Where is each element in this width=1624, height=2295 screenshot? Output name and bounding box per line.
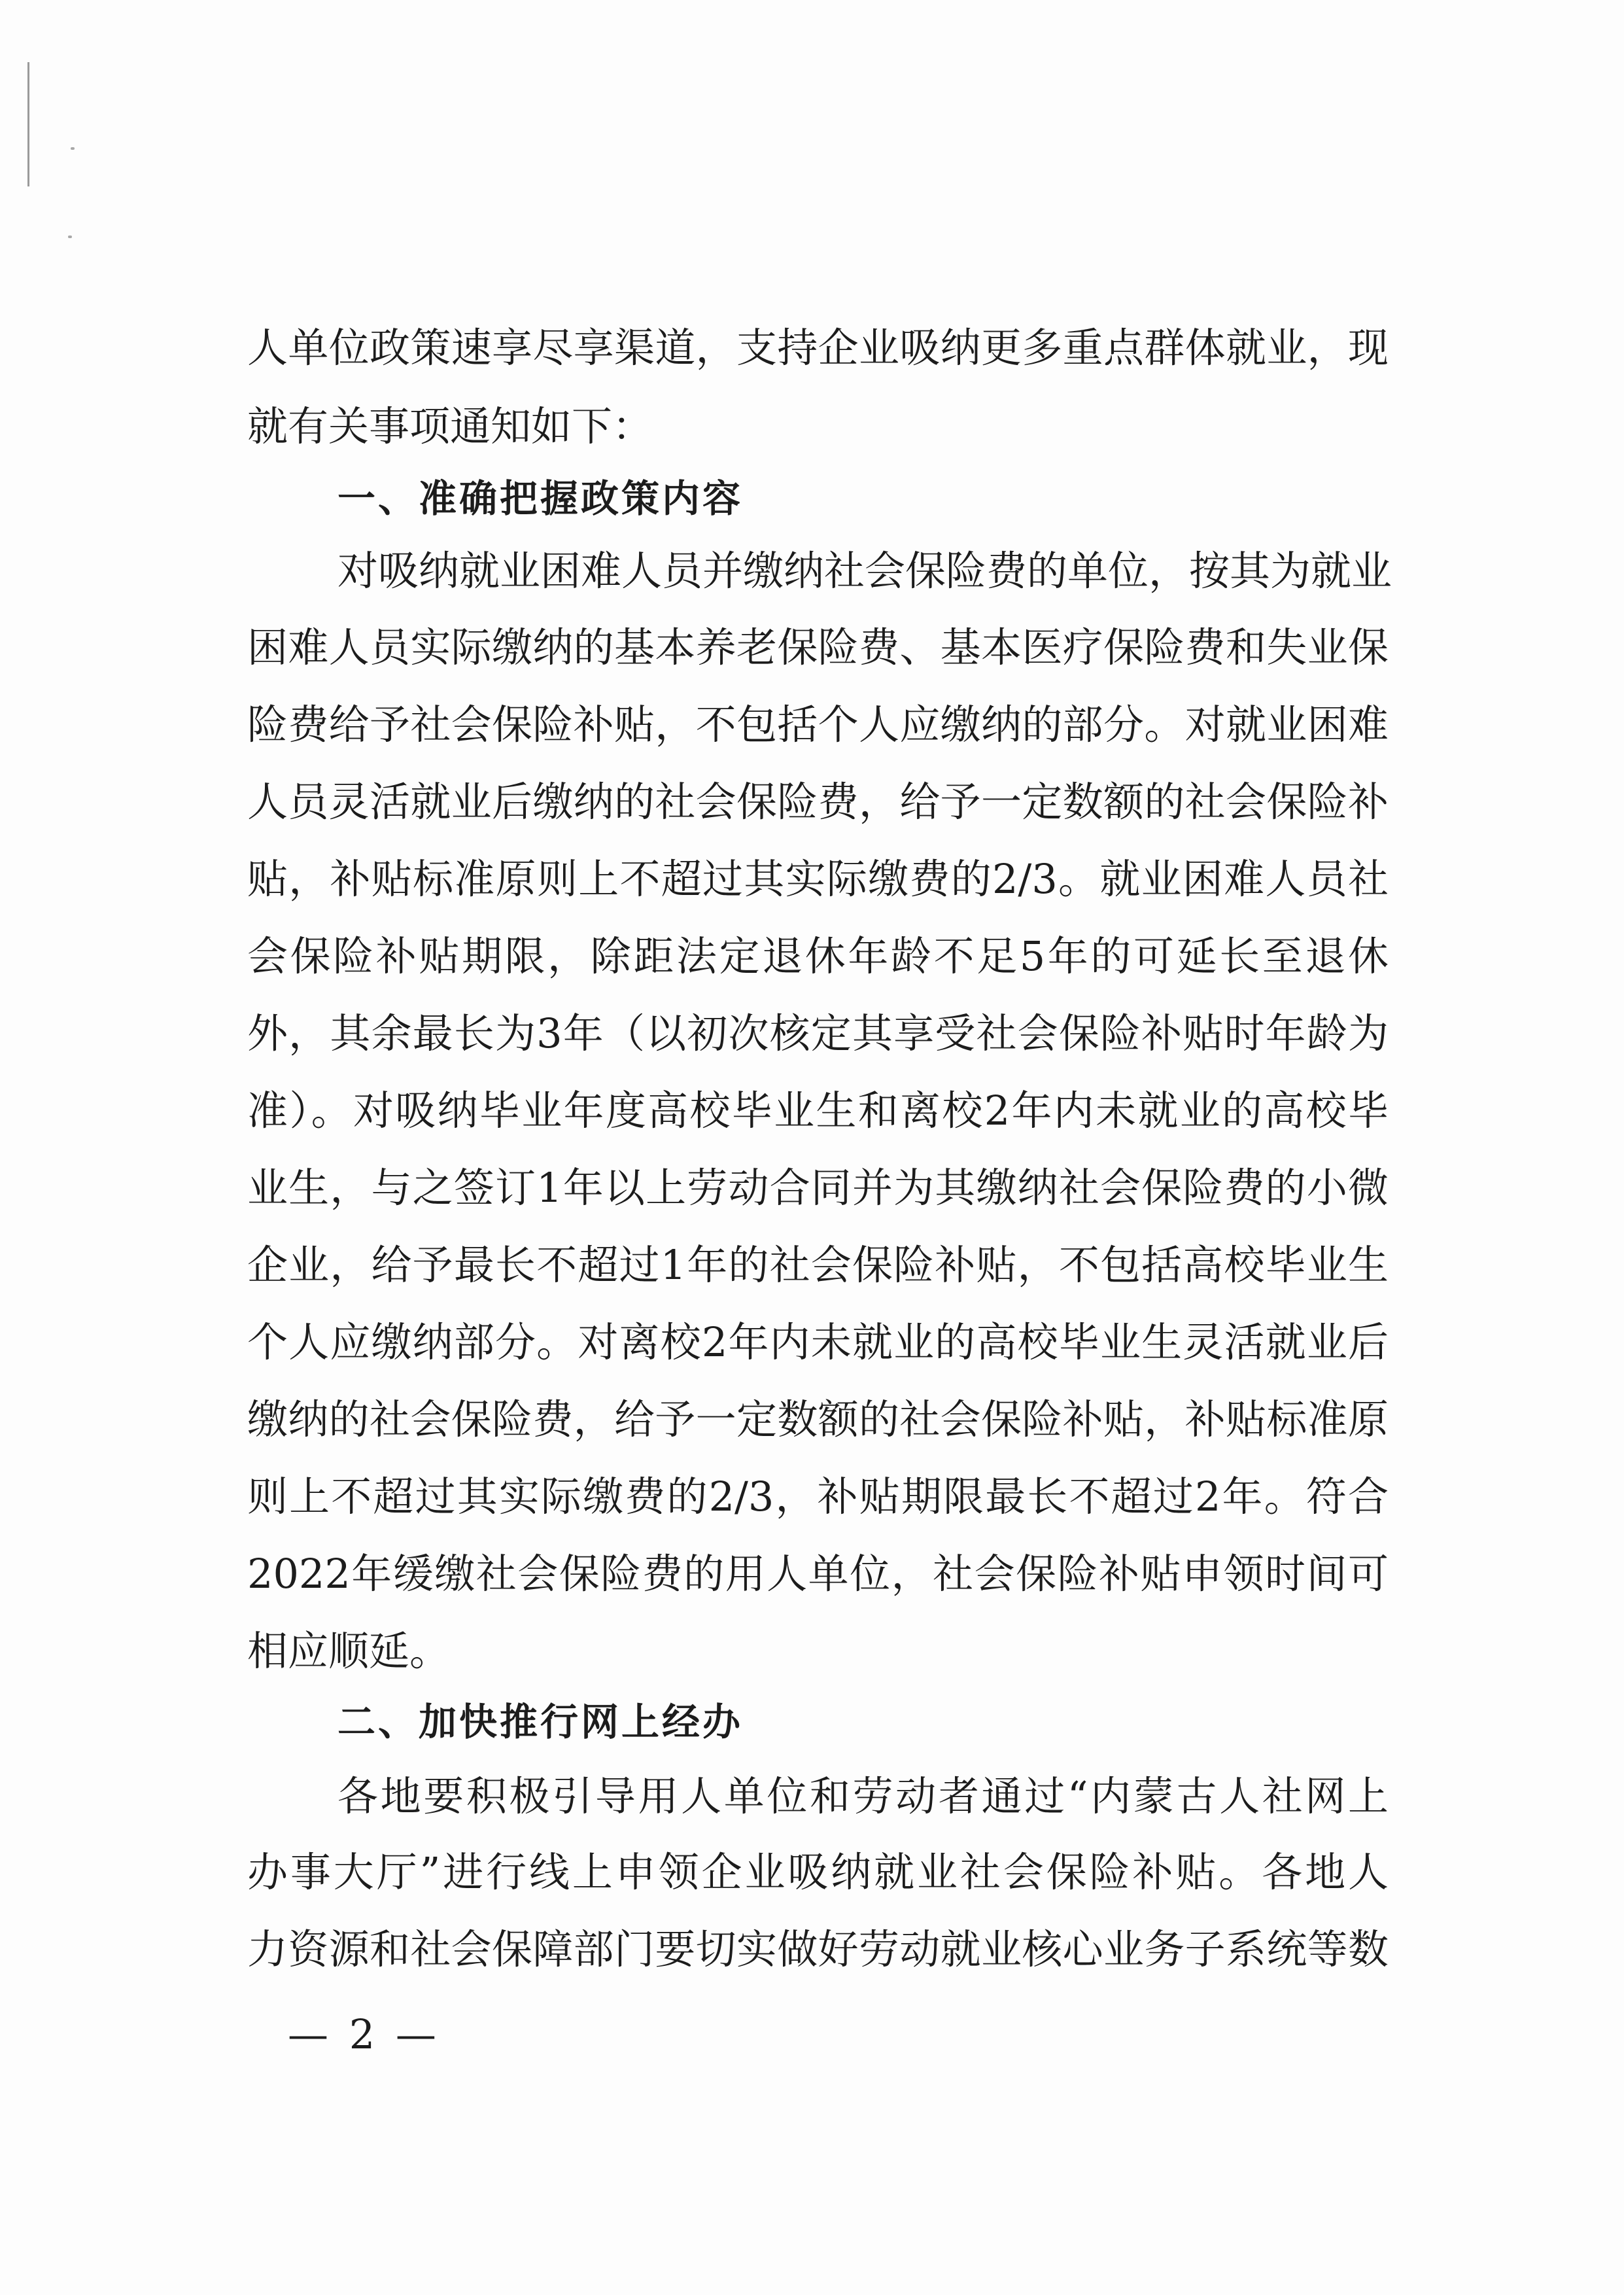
body-text-line: 个人应缴纳部分。对离校2年内未就业的高校毕业生灵活就业后 [247, 1318, 1389, 1366]
section-heading-2: 二、加快推行网上经办 [337, 1700, 744, 1744]
body-text-line: 相应顺延。 [247, 1627, 451, 1675]
scan-edge-line [27, 62, 29, 186]
body-text-line: 业生，与之签订1年以上劳动合同并为其缴纳社会保险费的小微 [247, 1164, 1389, 1212]
body-text-line: 则上不超过其实际缴费的2/3，补贴期限最长不超过2年。符合 [247, 1473, 1389, 1520]
body-text-line: 外，其余最长为3年（以初次核定其享受社会保险补贴时年龄为 [247, 1009, 1389, 1057]
body-text-line: 对吸纳就业困难人员并缴纳社会保险费的单位，按其为就业 [337, 547, 1392, 595]
body-text-line: 办事大厅”进行线上申领企业吸纳就业社会保险补贴。各地人 [247, 1848, 1389, 1896]
body-text-line: 准）。对吸纳毕业年度高校毕业生和离校2年内未就业的高校毕 [247, 1087, 1389, 1134]
body-text-line: 就有关事项通知如下： [247, 402, 653, 450]
section-heading-1: 一、准确把握政策内容 [337, 476, 744, 521]
body-text-line: 企业，给予最长不超过1年的社会保险补贴，不包括高校毕业生 [247, 1241, 1389, 1289]
body-text-line: 险费给予社会保险补贴，不包括个人应缴纳的部分。对就业困难 [247, 701, 1389, 748]
body-text-line: 力资源和社会保障部门要切实做好劳动就业核心业务子系统等数 [247, 1925, 1389, 1973]
body-text-line: 困难人员实际缴纳的基本养老保险费、基本医疗保险费和失业保 [247, 623, 1389, 671]
body-text-line: 2022年缓缴社会保险费的用人单位，社会保险补贴申领时间可 [247, 1550, 1389, 1598]
page-number: — 2 — [288, 2010, 440, 2058]
body-text-line: 会保险补贴期限，除距法定退休年龄不足5年的可延长至退休 [247, 932, 1389, 980]
body-text-line: 人单位政策速享尽享渠道，支持企业吸纳更多重点群体就业，现 [247, 324, 1389, 372]
body-text-line: 缴纳的社会保险费，给予一定数额的社会保险补贴，补贴标准原 [247, 1395, 1389, 1443]
body-text-line: 贴，补贴标准原则上不超过其实际缴费的2/3。就业困难人员社 [247, 855, 1389, 903]
body-text-line: 人员灵活就业后缴纳的社会保险费，给予一定数额的社会保险补 [247, 778, 1389, 826]
scan-speck [68, 236, 72, 238]
scan-speck [71, 147, 75, 150]
body-text-line: 各地要积极引导用人单位和劳动者通过“内蒙古人社网上 [337, 1772, 1389, 1820]
